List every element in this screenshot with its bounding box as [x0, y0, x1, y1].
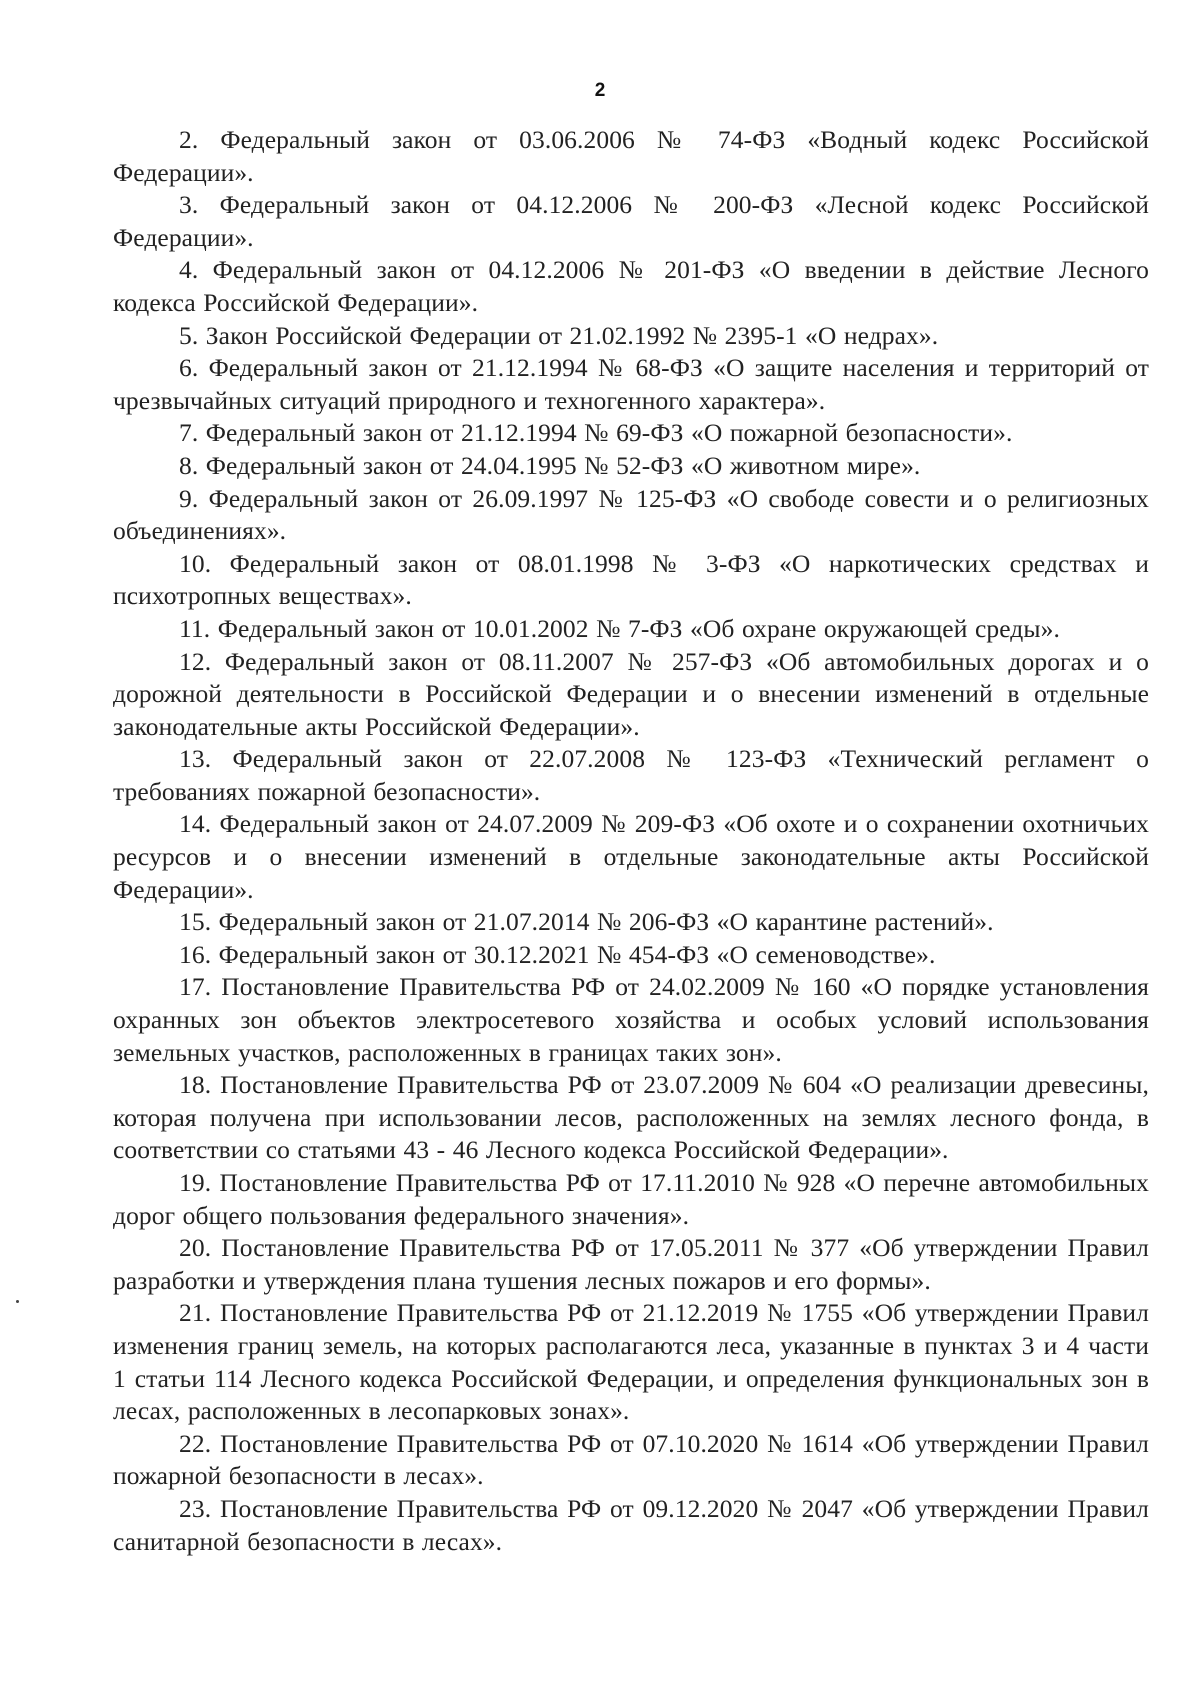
list-item: 15. Федеральный закон от 21.07.2014 № 206-ФЗ «О карантине растений».	[179, 907, 994, 937]
list-item: 2. Федеральный закон от 03.06.2006 № 74-ФЗ «Водный кодекс Российской Федерации».	[113, 125, 1149, 187]
list-item: 19. Постановление Правительства РФ от 17.11.2010 № 928 «О перечне автомобильных дорог общего пользования федерального значения».	[113, 1168, 1149, 1230]
list-item: 23. Постановление Правительства РФ от 09.12.2020 № 2047 «Об утверждении Правил санитарной безопасности в лесах».	[113, 1493, 1149, 1556]
page-number: 2	[594, 80, 606, 101]
list-item: 16. Федеральный закон от 30.12.2021 № 454-ФЗ «О семеноводстве».	[179, 939, 936, 969]
legal-acts-list	[113, 124, 1149, 1558]
list-item: 7. Федеральный закон от 21.12.1994 № 69-ФЗ «О пожарной безопасности».	[179, 418, 1013, 448]
list-item: 18. Постановление Правительства РФ от 23.07.2009 № 604 «О реализации древесины, которая получена при использовании лесов, расположенных на землях лесного фонда, в соответствии со статьями 43 - 46 Лесного кодекса Российской Федерации».	[113, 1070, 1149, 1165]
list-item: 4. Федеральный закон от 04.12.2006 № 201-ФЗ «О введении в действие Лесного кодекса Российской Федерации».	[113, 255, 1149, 317]
list-item: 12. Федеральный закон от 08.11.2007 № 257-ФЗ «Об автомобильных дорогах и о дорожной деятельности в Российской Федерации и о внесении изменений в отдельные законодательные акты Российской Федерации».	[113, 646, 1149, 741]
scan-speck	[16, 1300, 19, 1303]
list-item: 9. Федеральный закон от 26.09.1997 № 125-ФЗ «О свободе совести и о религиозных объединениях».	[113, 483, 1149, 546]
list-item: 21. Постановление Правительства РФ от 21.12.2019 № 1755 «Об утверждении Правил изменения границ земель, на которых располагаются леса, указанные в пунктах 3 и 4 части 1 статьи 114 Лесного кодекса Российской Федерации, и определения функциональных зон в лесах, расположенных в лесопарковых зонах».	[113, 1298, 1149, 1426]
list-item: 20. Постановление Правительства РФ от 17.05.2011 № 377 «Об утверждении Правил разработки и утверждения плана тушения лесных пожаров и его формы».	[113, 1233, 1149, 1295]
list-item: 22. Постановление Правительства РФ от 07.10.2020 № 1614 «Об утверждении Правил пожарной безопасности в лесах».	[113, 1428, 1149, 1491]
list-item: 11. Федеральный закон от 10.01.2002 № 7-ФЗ «Об охране окружающей среды».	[179, 613, 1060, 643]
list-item: 8. Федеральный закон от 24.04.1995 № 52-ФЗ «О животном мире».	[179, 450, 921, 480]
list-item: 10. Федеральный закон от 08.01.1998 № 3-ФЗ «О наркотических средствах и психотропных веществах».	[113, 548, 1149, 611]
list-item: 17. Постановление Правительства РФ от 24.02.2009 № 160 «О порядке установления охранных зон объектов электросетевого хозяйства и особых условий использования земельных участков, расположенных в границах таких зон».	[113, 972, 1149, 1067]
list-item: 6. Федеральный закон от 21.12.1994 № 68-ФЗ «О защите населения и территорий от чрезвычайных ситуаций природного и техногенного характера».	[113, 353, 1149, 415]
list-item: 14. Федеральный закон от 24.07.2009 № 209-ФЗ «Об охоте и о сохранении охотничьих ресурсов и о внесении изменений в отдельные законодательные акты Российской Федерации».	[113, 809, 1149, 904]
list-item: 13. Федеральный закон от 22.07.2008 № 123-ФЗ «Технический регламент о требованиях пожарной безопасности».	[113, 744, 1149, 806]
list-item: 5. Закон Российской Федерации от 21.02.1992 № 2395-1 «О недрах».	[179, 320, 939, 350]
list-item: 3. Федеральный закон от 04.12.2006 № 200-ФЗ «Лесной кодекс Российской Федерации».	[113, 190, 1149, 252]
